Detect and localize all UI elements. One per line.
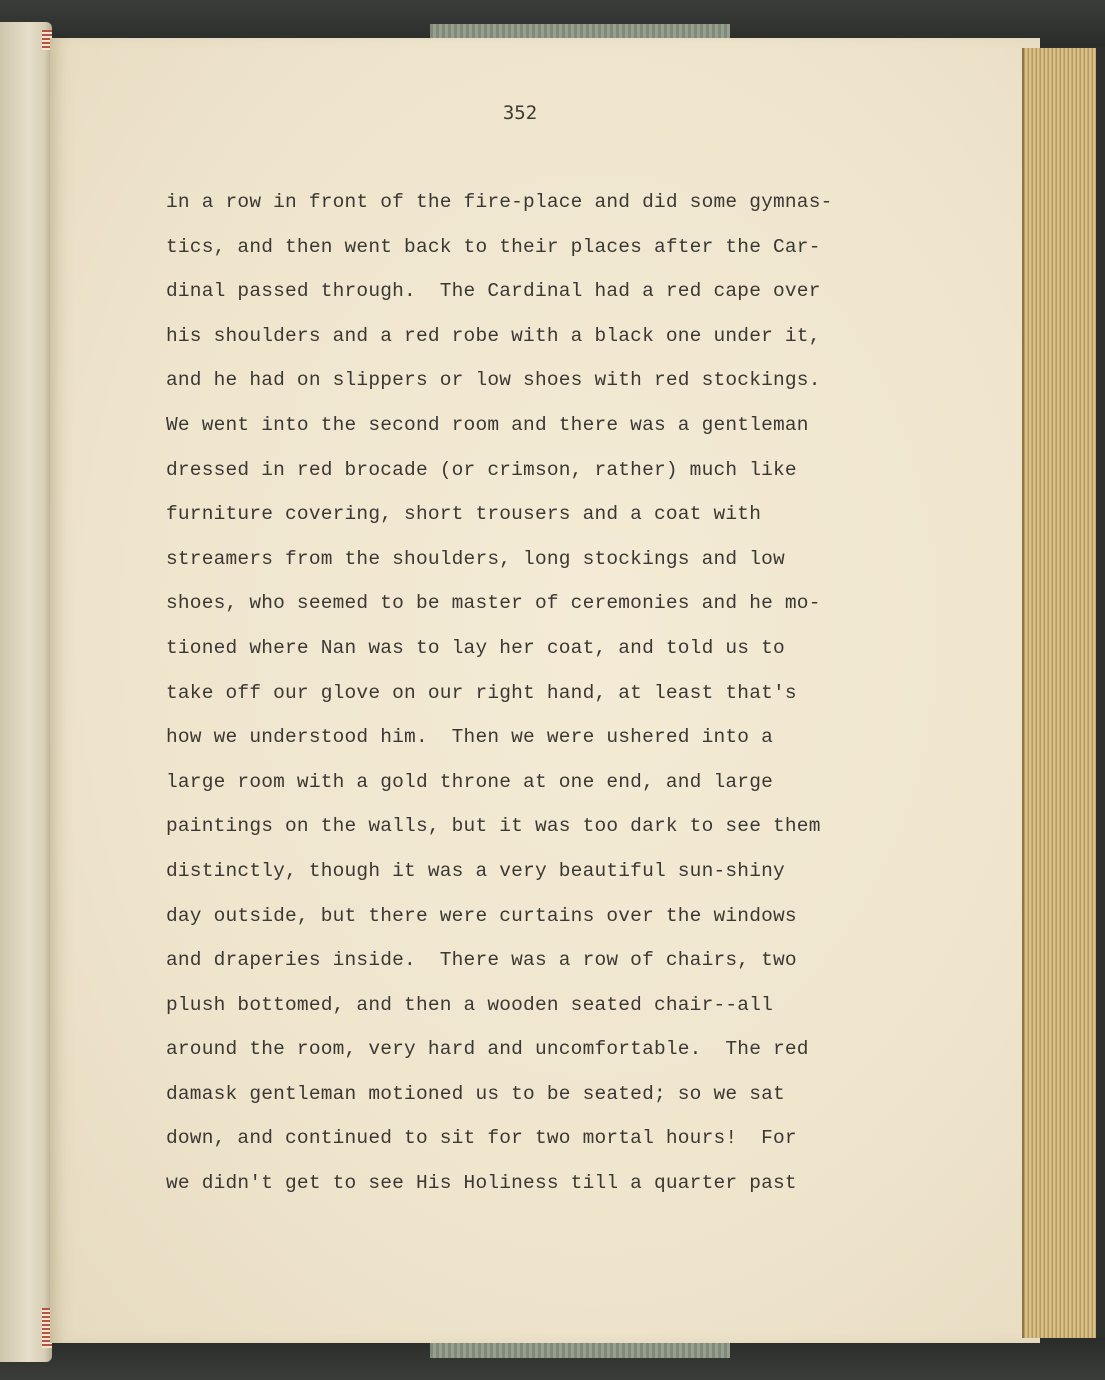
text-line: in a row in front of the fire-place and did some gymnas-	[166, 191, 833, 213]
text-line: distinctly, though it was a very beautiful sun-shiny	[166, 859, 785, 882]
text-line: his shoulders and a red robe with a black one under it,	[166, 324, 821, 347]
text-line: day outside, but there were curtains over the windows	[166, 904, 797, 927]
text-line: around the room, very hard and uncomfortable. The red	[166, 1038, 809, 1061]
text-line: plush bottomed, and then a wooden seated chair--all	[166, 993, 773, 1016]
page-number: 352	[502, 102, 538, 124]
text-line: down, and continued to sit for two mortal hours! For	[166, 1127, 797, 1150]
text-line: dressed in red brocade (or crimson, rather) much like	[166, 458, 797, 481]
text-line: we didn't get to see His Holiness till a quarter past	[166, 1172, 797, 1195]
text-line: streamers from the shoulders, long stockings and low	[166, 547, 785, 570]
text-line: furniture covering, short trousers and a coat with	[166, 503, 762, 526]
page-edges-block	[1022, 48, 1096, 1338]
text-line: shoes, who seemed to be master of ceremonies and he mo-	[166, 592, 821, 615]
text-line: paintings on the walls, but it was too dark to see them	[166, 815, 821, 838]
text-line: take off our glove on our right hand, at least that's	[166, 681, 797, 704]
text-line: tics, and then went back to their places after the Car-	[166, 235, 821, 258]
previous-page-edge	[0, 22, 52, 1362]
text-line: and draperies inside. There was a row of chairs, two	[166, 949, 797, 972]
text-line: damask gentleman motioned us to be seated; so we sat	[166, 1082, 785, 1105]
text-line: tioned where Nan was to lay her coat, and told us to	[166, 636, 785, 659]
text-line: how we understood him. Then we were ushered into a	[166, 726, 773, 749]
text-line: large room with a gold throne at one end, and large	[166, 770, 773, 793]
text-line: We went into the second room and there was a gentleman	[166, 413, 809, 436]
body-text	[166, 186, 926, 1212]
text-line: dinal passed through. The Cardinal had a red cape over	[166, 280, 821, 303]
text-line: and he had on slippers or low shoes with red stockings.	[166, 369, 821, 392]
book-cover-bottom	[0, 1338, 1105, 1380]
